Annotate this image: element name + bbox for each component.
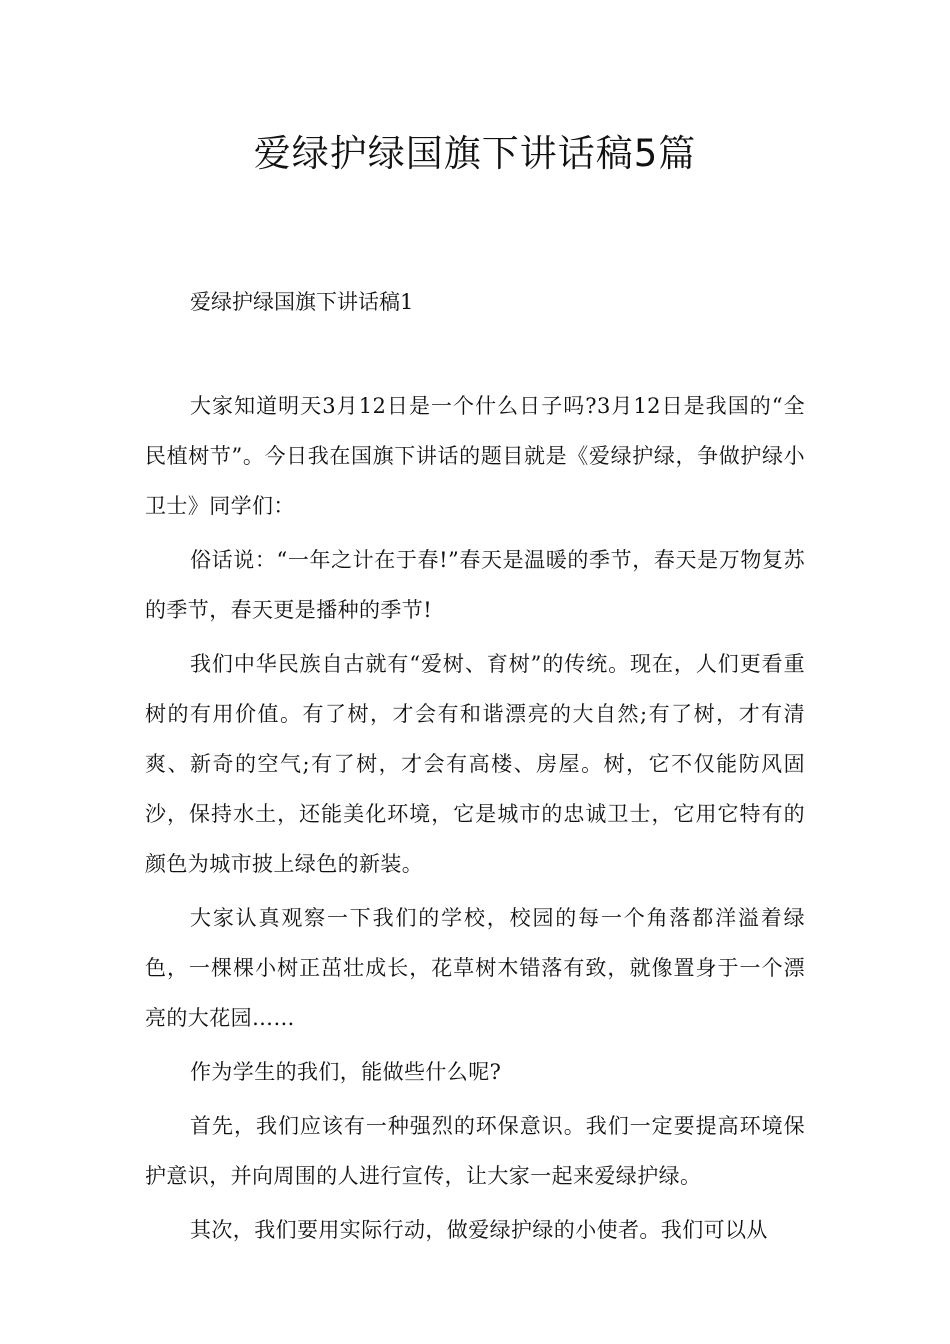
paragraph: 大家认真观察一下我们的学校，校园的每一个角落都洋溢着绿色，一棵棵小树正茁壮成长，花草树木错落有致，就像置身于一个漂亮的大花园…… <box>145 906 805 1030</box>
paragraph: 首先，我们应该有一种强烈的环保意识。我们一定要提高环境保护意识，并向周围的人进行宣传，让大家一起来爱绿护绿。 <box>145 1114 805 1188</box>
document-title: 爱绿护绿国旗下讲话稿5篇 <box>253 132 697 175</box>
body-text <box>145 381 805 1259</box>
paragraph: 俗话说：“一年之计在于春!”春天是温暖的季节，春天是万物复苏的季节，春天更是播种的季节! <box>145 548 805 622</box>
paragraph: 大家知道明天3月12日是一个什么日子吗?3月12日是我国的“全民植树节”。今日我在国旗下讲话的题目就是《爱绿护绿，争做护绿小卫士》同学们： <box>145 394 805 518</box>
paragraph: 作为学生的我们，能做些什么呢? <box>190 1060 502 1084</box>
paragraph: 我们中华民族自古就有“爱树、育树”的传统。现在，人们更看重树的有用价值。有了树，才会有和谐漂亮的大自然;有了树，才有清爽、新奇的空气;有了树，才会有高楼、房屋。树，它不仅能防风固沙，保持水土，还能美化环境，它是城市的忠诚卫士，它用它特有的颜色为城市披上绿色的新装。 <box>145 652 805 876</box>
paragraph: 其次，我们要用实际行动，做爱绿护绿的小使者。我们可以从 <box>190 1218 768 1242</box>
section-subtitle: 爱绿护绿国旗下讲话稿1 <box>190 290 414 314</box>
